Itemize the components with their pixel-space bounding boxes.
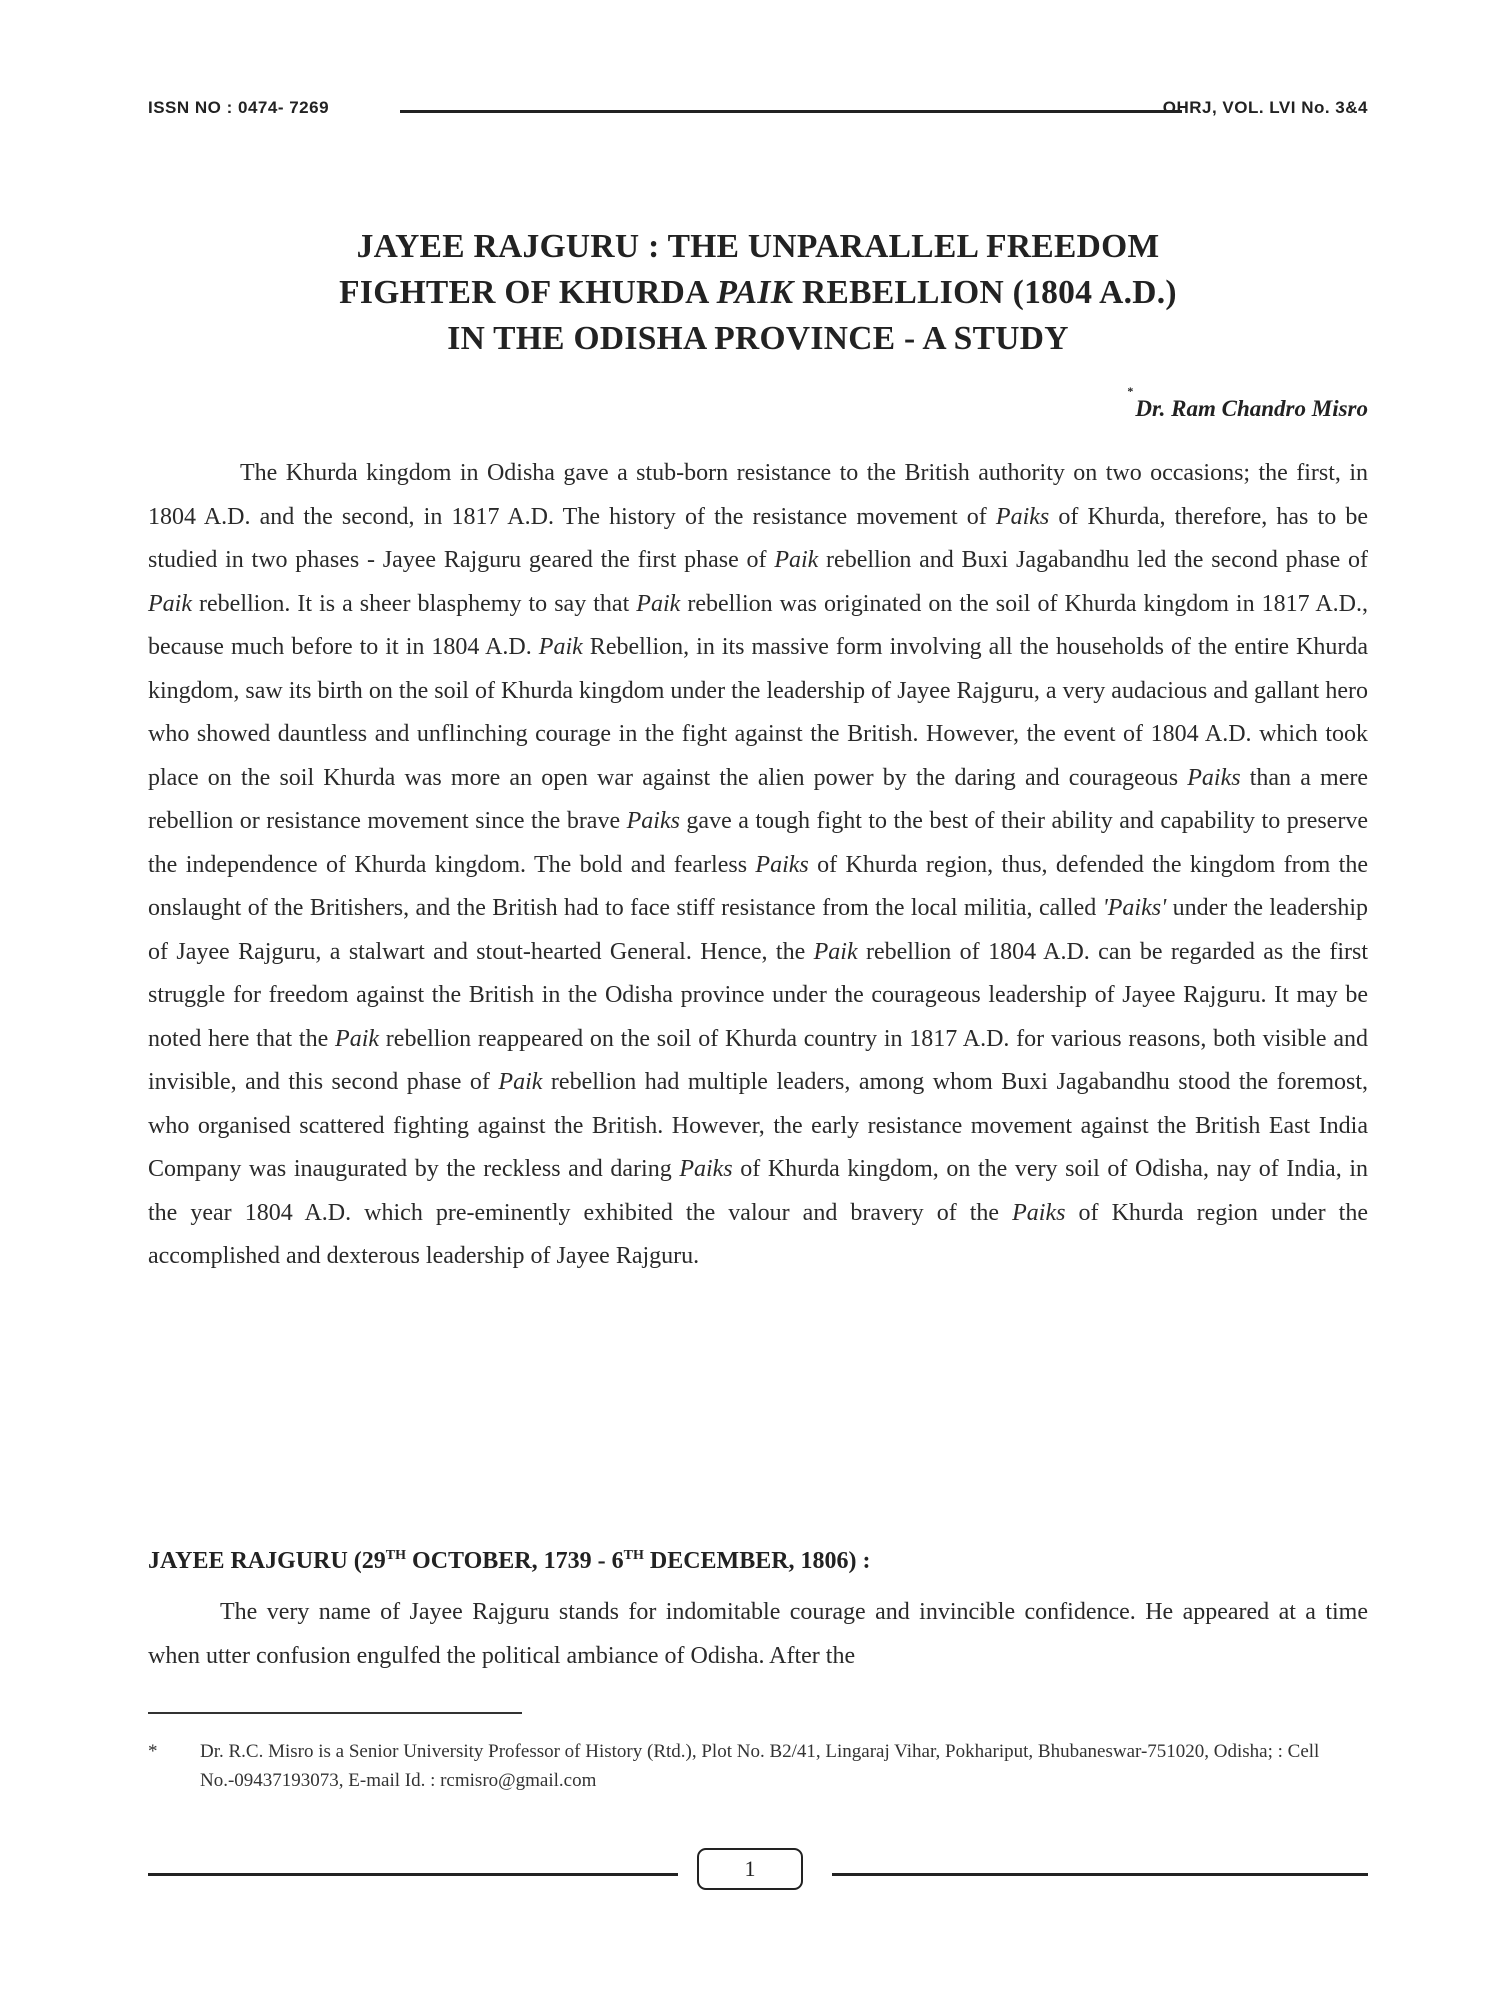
section-paragraph: The very name of Jayee Rajguru stands for indomitable courage and invincible confidence. He appeared at a time when utter confusion engulfed the political ambiance of Odisha. After the <box>148 1599 1368 1669</box>
section-heading: JAYEE RAJGURU (29TH OCTOBER, 1739 - 6TH DECEMBER, 1806) : <box>148 1548 871 1574</box>
journal-volume: OHRJ, VOL. LVI No. 3&4 <box>1162 98 1368 117</box>
author-name <box>1127 384 1368 422</box>
footer-rule-left <box>148 1873 678 1876</box>
intro-paragraph: The Khurda kingdom in Odisha gave a stub-born resistance to the British authority on two occasions; the first, in 1804 A.D. and the second, in 1817 A.D. The history of the resistance movement of Paiks of Khurda, therefore, has to be studied in two phases - Jayee Rajguru geared the first phase of Paik rebellion and Buxi Jagabandhu led the second phase of Paik rebellion. It is a sheer blasphemy to say that Paik rebellion was originated on the soil of Khurda kingdom in 1817 A.D., because much before to it in 1804 A.D. Paik Rebellion, in its massive form involving all the households of the entire Khurda kingdom, saw its birth on the soil of Khurda kingdom under the leadership of Jayee Rajguru, a very audacious and gallant hero who showed dauntless and unflinching courage in the fight against the British. However, the event of 1804 A.D. which took place on the soil Khurda was more an open war against the alien power by the daring and courageous Paiks than a mere rebellion or resistance movement since the brave Paiks gave a tough fight to the best of their ability and capability to preserve the independence of Khurda kingdom. The bold and fearless Paiks of Khurda region, thus, defended the kingdom from the onslaught of the Britishers, and the British had to face stiff resistance from the local militia, called 'Paiks' under the leadership of Jayee Rajguru, a stalwart and stout-hearted General. Hence, the Paik rebellion of 1804 A.D. can be regarded as the first struggle for freedom against the British in the Odisha province under the courageous leadership of Jayee Rajguru. It may be noted here that the Paik rebellion reappeared on the soil of Khurda country in 1817 A.D. for various reasons, both visible and invisible, and this second phase of Paik rebellion had multiple leaders, among whom Buxi Jagabandhu stood the foremost, who organised scattered fighting against the British. However, the early resistance movement against the British East India Company was inaugurated by the reckless and daring Paiks of Khurda kingdom, on the very soil of Odisha, nay of India, in the year 1804 A.D. which pre-eminently exhibited the valour and bravery of the Paiks of Khurda region under the accomplished and dexterous leadership of Jayee Rajguru. <box>148 460 1369 1269</box>
header-rule <box>400 110 1182 113</box>
issn-number: ISSN NO : 0474- 7269 <box>148 98 330 117</box>
author-name-text: Dr. Ram Chandro Misro <box>1135 396 1368 421</box>
page-number: 1 <box>697 1848 803 1890</box>
footnote-text: Dr. R.C. Misro is a Senior University Professor of History (Rtd.), Plot No. B2/41, Lingaraj Vihar, Pokhariput, Bhubaneswar-751020, Odisha; : Cell No.-09437193073, E-mail Id. : rcmisro@gmail.com <box>200 1741 1320 1791</box>
author-footnote-marker: * <box>1127 384 1134 398</box>
running-header <box>148 98 1368 122</box>
footnote <box>148 1737 1368 1795</box>
article-title <box>148 224 1368 362</box>
title-line-1: JAYEE RAJGURU : THE UNPARALLEL FREEDOM <box>356 228 1160 265</box>
footer-rule-right <box>832 1873 1368 1876</box>
section-body <box>148 1591 1368 1678</box>
intro-section <box>148 452 1368 1279</box>
title-line-3: IN THE ODISHA PROVINCE - A STUDY <box>447 320 1069 357</box>
title-line-2: FIGHTER OF KHURDA PAIK REBELLION (1804 A.D.) <box>339 274 1177 311</box>
footnote-marker: * <box>148 1741 158 1762</box>
footnote-rule <box>148 1712 522 1714</box>
